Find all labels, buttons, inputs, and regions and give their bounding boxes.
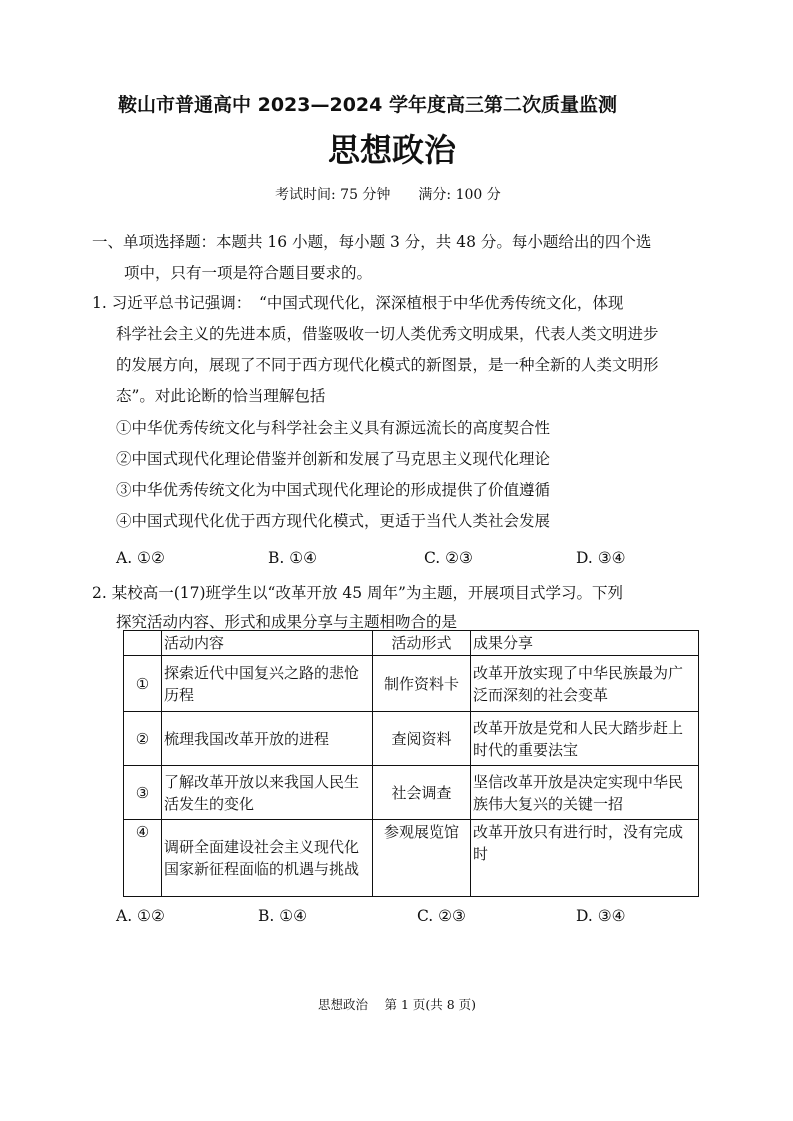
exam-title: 鞍山市普通高中 2023—2024 学年度高三第二次质量监测 (118, 94, 617, 116)
row-number: ③ (124, 766, 162, 820)
q1-statement: ②中国式现代化理论借鉴并创新和发展了马克思主义现代化理论 (116, 450, 551, 468)
subject-title: 思想政治 (328, 131, 457, 169)
activity-form: 查阅资料 (373, 712, 471, 766)
result-share: 改革开放实现了中华民族最为广泛而深刻的社会变革 (471, 656, 699, 712)
q2-option-d: D. ③④ (576, 907, 626, 925)
q1-stem: 1. 习近平总书记强调： “中国式现代化，深深植根于中华优秀传统文化，体现 (92, 294, 624, 312)
q2-stem: 2. 某校高一(17)班学生以“改革开放 45 周年”为主题，开展项目式学习。下列 (92, 584, 623, 602)
activity-content: 调研全面建设社会主义现代化国家新征程面临的机遇与挑战 (162, 820, 373, 897)
activity-form: 参观展览馆 (373, 820, 471, 897)
activity-form: 制作资料卡 (373, 656, 471, 712)
header-cell: 成果分享 (471, 631, 699, 656)
q1-stem: 态”。对此论断的恰当理解包括 (116, 387, 326, 405)
q1-statement: ④中国式现代化优于西方现代化模式，更适于当代人类社会发展 (116, 512, 551, 530)
row-number: ① (124, 656, 162, 712)
q2-stem: 探究活动内容、形式和成果分享与主题相吻合的是 (116, 613, 458, 631)
activity-form: 社会调查 (373, 766, 471, 820)
q1-option-b: B. ①④ (268, 549, 318, 567)
header-cell (124, 631, 162, 656)
q1-statement: ①中华优秀传统文化与科学社会主义具有源远流长的高度契合性 (116, 419, 551, 437)
page-footer: 思想政治 第 1 页(共 8 页) (318, 997, 477, 1012)
section-heading-cont: 项中，只有一项是符合题目要求的。 (124, 264, 373, 282)
activity-content: 梳理我国改革开放的进程 (162, 712, 373, 766)
result-share: 改革开放是党和人民大踏步赶上时代的重要法宝 (471, 712, 699, 766)
q1-option-d: D. ③④ (576, 549, 626, 567)
table-header-row (124, 631, 699, 656)
q1-statement: ③中华优秀传统文化为中国式现代化理论的形成提供了价值遵循 (116, 481, 551, 499)
result-share: 坚信改革开放是决定实现中华民族伟大复兴的关键一招 (471, 766, 699, 820)
activity-content: 探索近代中国复兴之路的悲怆历程 (162, 656, 373, 712)
result-share: 改革开放只有进行时，没有完成时 (471, 820, 699, 897)
table-row (124, 712, 699, 766)
exam-info: 考试时间: 75 分钟 满分: 100 分 (275, 187, 501, 203)
q1-stem: 科学社会主义的先进本质，借鉴吸收一切人类优秀文明成果，代表人类文明进步 (116, 325, 659, 343)
row-number: ④ (124, 820, 162, 897)
activity-table (123, 630, 699, 897)
q1-option-c: C. ②③ (424, 549, 473, 567)
table-row (124, 766, 699, 820)
q2-option-b: B. ①④ (258, 907, 308, 925)
header-cell: 活动形式 (373, 631, 471, 656)
section-heading: 一、单项选择题：本题共 16 小题，每小题 3 分，共 48 分。每小题给出的四个选 (92, 233, 652, 251)
q1-stem: 的发展方向，展现了不同于西方现代化模式的新图景，是一种全新的人类文明形 (116, 356, 659, 374)
q2-option-c: C. ②③ (417, 907, 466, 925)
table-row (124, 656, 699, 712)
table-row (124, 820, 699, 897)
row-number: ② (124, 712, 162, 766)
activity-content: 了解改革开放以来我国人民生活发生的变化 (162, 766, 373, 820)
q1-option-a: A. ①② (116, 549, 165, 567)
header-cell: 活动内容 (162, 631, 373, 656)
q2-option-a: A. ①② (116, 907, 165, 925)
